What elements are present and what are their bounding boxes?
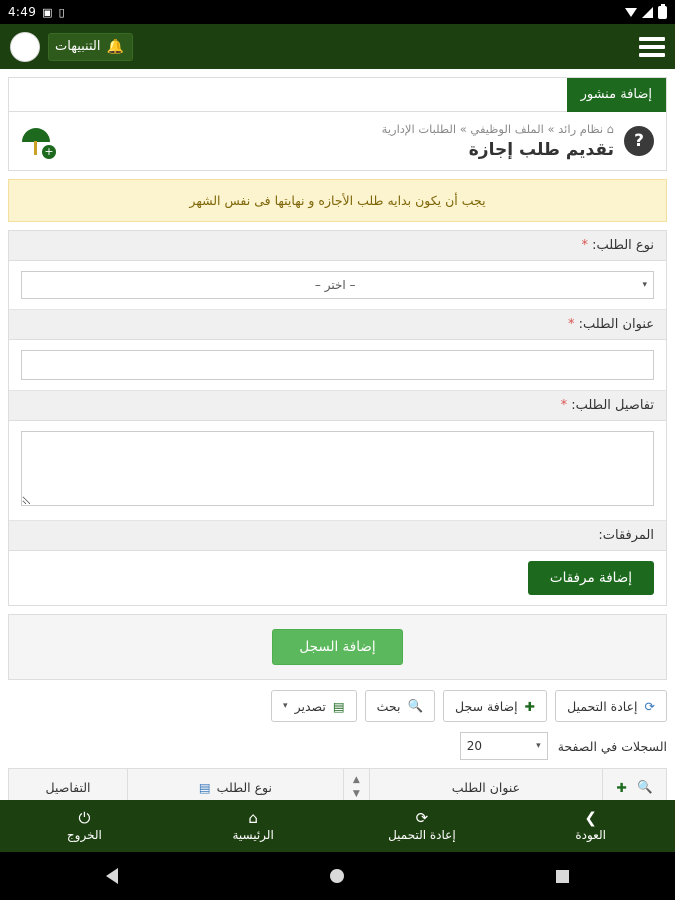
export-icon: ▤	[332, 698, 345, 714]
notifications-label: التنبيهات	[55, 39, 101, 54]
signal-icon	[642, 7, 653, 18]
reload-button[interactable]	[555, 690, 667, 722]
nav-home-label: الرئيسية	[232, 828, 274, 842]
required-marker: *	[567, 317, 575, 332]
sort-down-icon: ▼	[352, 789, 360, 799]
per-page-label: السجلات في الصفحة	[557, 738, 667, 754]
nav-back-label: العودة	[575, 828, 606, 842]
table-header-title[interactable]: عنوان الطلب	[369, 769, 602, 805]
request-details-textarea[interactable]	[21, 431, 654, 506]
request-type-field-row	[9, 261, 666, 310]
per-page-value: 20	[466, 739, 482, 753]
search-label: بحث	[376, 698, 401, 714]
required-marker: *	[560, 398, 568, 413]
help-icon[interactable]: ?	[624, 126, 654, 156]
request-title-input[interactable]	[21, 350, 654, 380]
nav-home[interactable]	[169, 800, 338, 852]
app-bar-right	[10, 32, 133, 62]
back-button[interactable]	[106, 868, 118, 884]
wifi-icon	[625, 8, 637, 17]
nav-logout[interactable]	[0, 800, 169, 852]
status-bar-left	[8, 5, 65, 19]
table-header-details[interactable]: التفاصيل	[45, 779, 91, 795]
chevron-down-icon: ▾	[642, 280, 647, 290]
grid-toolbar	[8, 690, 667, 722]
request-title-field-row	[9, 340, 666, 391]
info-alert: يجب أن يكون بدايه طلب الأجازه و نهايتها فى نفس الشهر	[8, 179, 667, 222]
chevron-down-icon: ▾	[283, 701, 288, 711]
add-record-toolbar-label: إضافة سجل	[455, 698, 518, 714]
search-icon[interactable]: 🔍	[636, 779, 653, 794]
umbrella-icon: +	[21, 124, 55, 158]
request-form	[8, 230, 667, 606]
avatar[interactable]	[10, 32, 40, 62]
android-system-bar	[0, 852, 675, 900]
tab-strip	[8, 77, 667, 111]
sort-up-icon: ▲	[352, 775, 360, 785]
add-record-toolbar-button[interactable]	[443, 690, 547, 722]
request-title-label	[9, 310, 666, 340]
attachments-row	[9, 551, 666, 605]
plus-icon: ✚	[524, 698, 536, 714]
page-title: تقديم طلب إجازة	[468, 140, 614, 160]
table-header-type-label: نوع الطلب	[216, 779, 272, 795]
request-type-select[interactable]	[21, 271, 654, 299]
refresh-icon: ⟳	[644, 698, 655, 714]
header-texts	[65, 122, 614, 160]
export-label: تصدير	[294, 698, 326, 714]
reload-label: إعادة التحميل	[567, 698, 638, 714]
request-details-label	[9, 391, 666, 421]
plus-icon[interactable]: ✚	[616, 779, 627, 795]
required-marker: *	[581, 238, 588, 253]
list-icon: ▤	[198, 779, 211, 795]
export-button[interactable]	[271, 690, 357, 722]
chevron-down-icon: ▾	[536, 741, 541, 751]
request-details-field-row	[9, 421, 666, 521]
search-icon: 🔍	[407, 698, 424, 713]
search-button[interactable]	[365, 690, 435, 722]
add-record-button[interactable]: إضافة السجل	[272, 629, 402, 665]
status-bar-right	[625, 6, 667, 19]
app-bar	[0, 24, 675, 69]
recents-button[interactable]	[556, 870, 569, 883]
lock-icon: ▯	[58, 5, 65, 19]
request-type-value: – اختر –	[314, 278, 356, 292]
home-button[interactable]	[330, 869, 344, 883]
page-header-card	[8, 111, 667, 171]
status-clock: 4:49	[8, 5, 37, 19]
hamburger-menu-icon[interactable]	[639, 37, 665, 57]
nav-logout-label: الخروج	[66, 828, 102, 842]
attachments-label: المرفقات:	[9, 521, 666, 551]
home-icon: ⌂	[248, 809, 258, 827]
refresh-icon: ⟳	[415, 809, 429, 827]
bottom-nav	[0, 800, 675, 852]
page-content	[0, 69, 675, 799]
power-icon: ⏻	[78, 809, 91, 827]
submit-band	[8, 614, 667, 680]
request-type-label-text: نوع الطلب:	[592, 238, 654, 253]
nav-back[interactable]	[506, 800, 675, 852]
notifications-button[interactable]	[48, 33, 133, 61]
card-header	[9, 112, 666, 170]
camera-icon: ▣	[42, 5, 53, 19]
request-title-label-text: عنوان الطلب:	[578, 317, 654, 332]
bell-icon: 🔔	[106, 38, 124, 55]
request-type-label	[9, 231, 666, 261]
status-bar	[0, 0, 675, 24]
per-page-select[interactable]	[460, 732, 548, 760]
nav-reload-label: إعادة التحميل	[388, 828, 456, 842]
per-page-row	[8, 732, 667, 760]
request-details-label-text: تفاصيل الطلب:	[571, 398, 654, 413]
tab-add-post[interactable]: إضافة منشور	[567, 78, 666, 112]
add-attachments-button[interactable]: إضافة مرفقات	[528, 561, 654, 595]
breadcrumb[interactable]: ⌂ نظام رائد » الملف الوظيفي » الطلبات الإدارية	[381, 122, 614, 136]
nav-reload[interactable]	[338, 800, 507, 852]
chevron-right-icon: ❯	[584, 809, 597, 827]
battery-icon	[658, 6, 667, 19]
